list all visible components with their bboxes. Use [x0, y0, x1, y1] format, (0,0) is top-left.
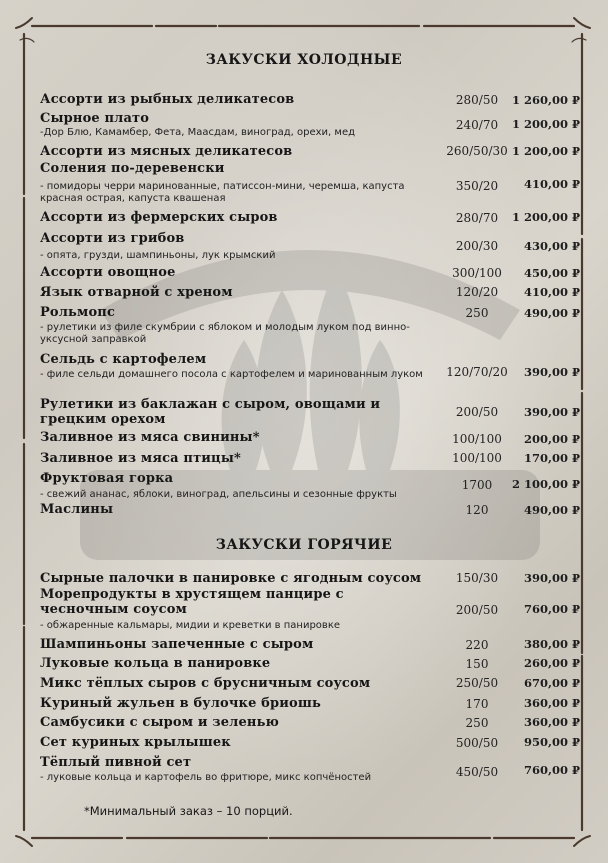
item-price: 1 200,00 ₽ — [511, 144, 580, 158]
item-description: - филе сельди домашнего посола с картофелем и маринованным луком — [40, 369, 423, 380]
item-name: Ассорти из рыбных деликатесов — [40, 92, 295, 107]
item-price: 410,00 ₽ — [523, 177, 580, 191]
item-price: 360,00 ₽ — [523, 715, 580, 729]
item-description: - обжаренные кальмары, мидии и креветки в панировке — [40, 620, 341, 631]
item-price: 360,00 ₽ — [523, 696, 580, 710]
item-name: Самбусики с сыром и зеленью — [40, 715, 280, 730]
item-name: Ассорти овощное — [40, 265, 176, 280]
item-name: Сет куриных крылышек — [40, 735, 231, 750]
item-name: Микс тёплых сыров с брусничным соусом — [40, 676, 371, 691]
item-price: 170,00 ₽ — [523, 451, 580, 465]
item-name: Тёплый пивной сет — [40, 755, 192, 770]
item-name: Заливное из мяса птицы* — [40, 451, 241, 466]
item-name: Морепродукты в хрустящем панцире с чесночным соусом — [40, 587, 344, 617]
item-name: Заливное из мяса свинины* — [40, 430, 260, 445]
item-weight: 250 — [465, 716, 489, 730]
item-price: 430,00 ₽ — [523, 239, 580, 253]
item-name: Сырные палочки в панировке с ягодным соусом — [40, 571, 422, 586]
item-price: 390,00 ₽ — [523, 405, 580, 419]
item-name: Куриный жульен в булочке бриошь — [40, 696, 321, 711]
item-name: Сырное плато — [40, 111, 150, 126]
item-name: Ассорти из грибов — [40, 231, 185, 246]
item-description: - луковые кольца и картофель во фритюре, микс копчёностей — [40, 772, 372, 783]
item-weight: 120 — [465, 503, 489, 517]
item-weight: 200/30 — [455, 239, 499, 253]
item-weight: 100/100 — [452, 451, 502, 465]
item-weight: 150 — [465, 657, 489, 671]
item-price: 410,00 ₽ — [523, 285, 580, 299]
item-price: 1 200,00 ₽ — [511, 210, 580, 224]
item-weight: 260/50/30 — [446, 144, 508, 158]
item-weight: 200/50 — [455, 603, 499, 617]
item-name: Сельдь с картофелем — [40, 352, 207, 367]
item-price: 380,00 ₽ — [523, 637, 580, 651]
item-weight: 300/100 — [452, 266, 502, 280]
item-name: Ассорти из мясных деликатесов — [40, 144, 293, 159]
item-weight: 250/50 — [455, 676, 499, 690]
item-weight: 170 — [465, 697, 489, 711]
item-weight: 200/50 — [455, 405, 499, 419]
item-weight: 500/50 — [455, 736, 499, 750]
hot-appetizers-title: ЗАКУСКИ ГОРЯЧИЕ — [215, 537, 393, 553]
item-price: 2 100,00 ₽ — [511, 477, 580, 491]
item-weight: 450/50 — [455, 765, 499, 779]
item-weight: 220 — [465, 638, 489, 652]
item-name: Рулетики из баклажан с сыром, овощами и грецким орехом — [40, 397, 381, 427]
item-price: 760,00 ₽ — [523, 602, 580, 616]
item-price: 490,00 ₽ — [523, 306, 580, 320]
item-name: Шампиньоны запеченные с сыром — [40, 637, 314, 652]
item-name: Фруктовая горка — [40, 471, 174, 486]
minimum-order-footnote: *Минимальный заказ – 10 порций. — [84, 804, 293, 818]
item-weight: 350/20 — [455, 179, 499, 193]
item-name: Язык отварной с хреном — [40, 285, 233, 300]
item-price: 670,00 ₽ — [523, 676, 580, 690]
item-weight: 280/70 — [455, 211, 499, 225]
item-price: 1 200,00 ₽ — [511, 117, 580, 131]
item-description: - свежий ананас, яблоки, виноград, апельсины и сезонные фрукты — [40, 489, 397, 500]
item-price: 450,00 ₽ — [523, 266, 580, 280]
item-weight: 1700 — [461, 478, 493, 492]
item-price: 260,00 ₽ — [523, 656, 580, 670]
item-description: - опята, грузди, шампиньоны, лук крымский — [40, 250, 276, 261]
item-description: -Дор Блю, Камамбер, Фета, Маасдам, виноград, орехи, мед — [40, 127, 356, 138]
item-weight: 280/50 — [455, 93, 499, 107]
item-weight: 240/70 — [455, 118, 499, 132]
item-weight: 150/30 — [455, 571, 499, 585]
item-price: 490,00 ₽ — [523, 503, 580, 517]
item-price: 390,00 ₽ — [523, 365, 580, 379]
item-description: - помидоры черри маринованные, патиссон-мини, черемша, капуста красная острая, капуста квашеная — [40, 181, 405, 204]
item-weight: 120/70/20 — [446, 365, 508, 379]
item-price: 390,00 ₽ — [523, 571, 580, 585]
item-weight: 250 — [465, 306, 489, 320]
cold-appetizers-title: ЗАКУСКИ ХОЛОДНЫЕ — [205, 52, 403, 68]
item-name: Маслины — [40, 502, 114, 517]
item-price: 200,00 ₽ — [523, 432, 580, 446]
item-price: 1 260,00 ₽ — [511, 93, 580, 107]
item-name: Рольмопс — [40, 305, 116, 320]
item-price: 950,00 ₽ — [523, 735, 580, 749]
item-description: - рулетики из филе скумбрии с яблоком и молодым луком под винно-уксусной заправкой — [40, 322, 410, 345]
item-name: Ассорти из фермерских сыров — [40, 210, 278, 225]
item-name: Луковые кольца в панировке — [40, 656, 271, 671]
item-weight: 100/100 — [452, 432, 502, 446]
item-price: 760,00 ₽ — [523, 763, 580, 777]
item-name: Соления по-деревенски — [40, 161, 225, 176]
item-weight: 120/20 — [455, 285, 499, 299]
